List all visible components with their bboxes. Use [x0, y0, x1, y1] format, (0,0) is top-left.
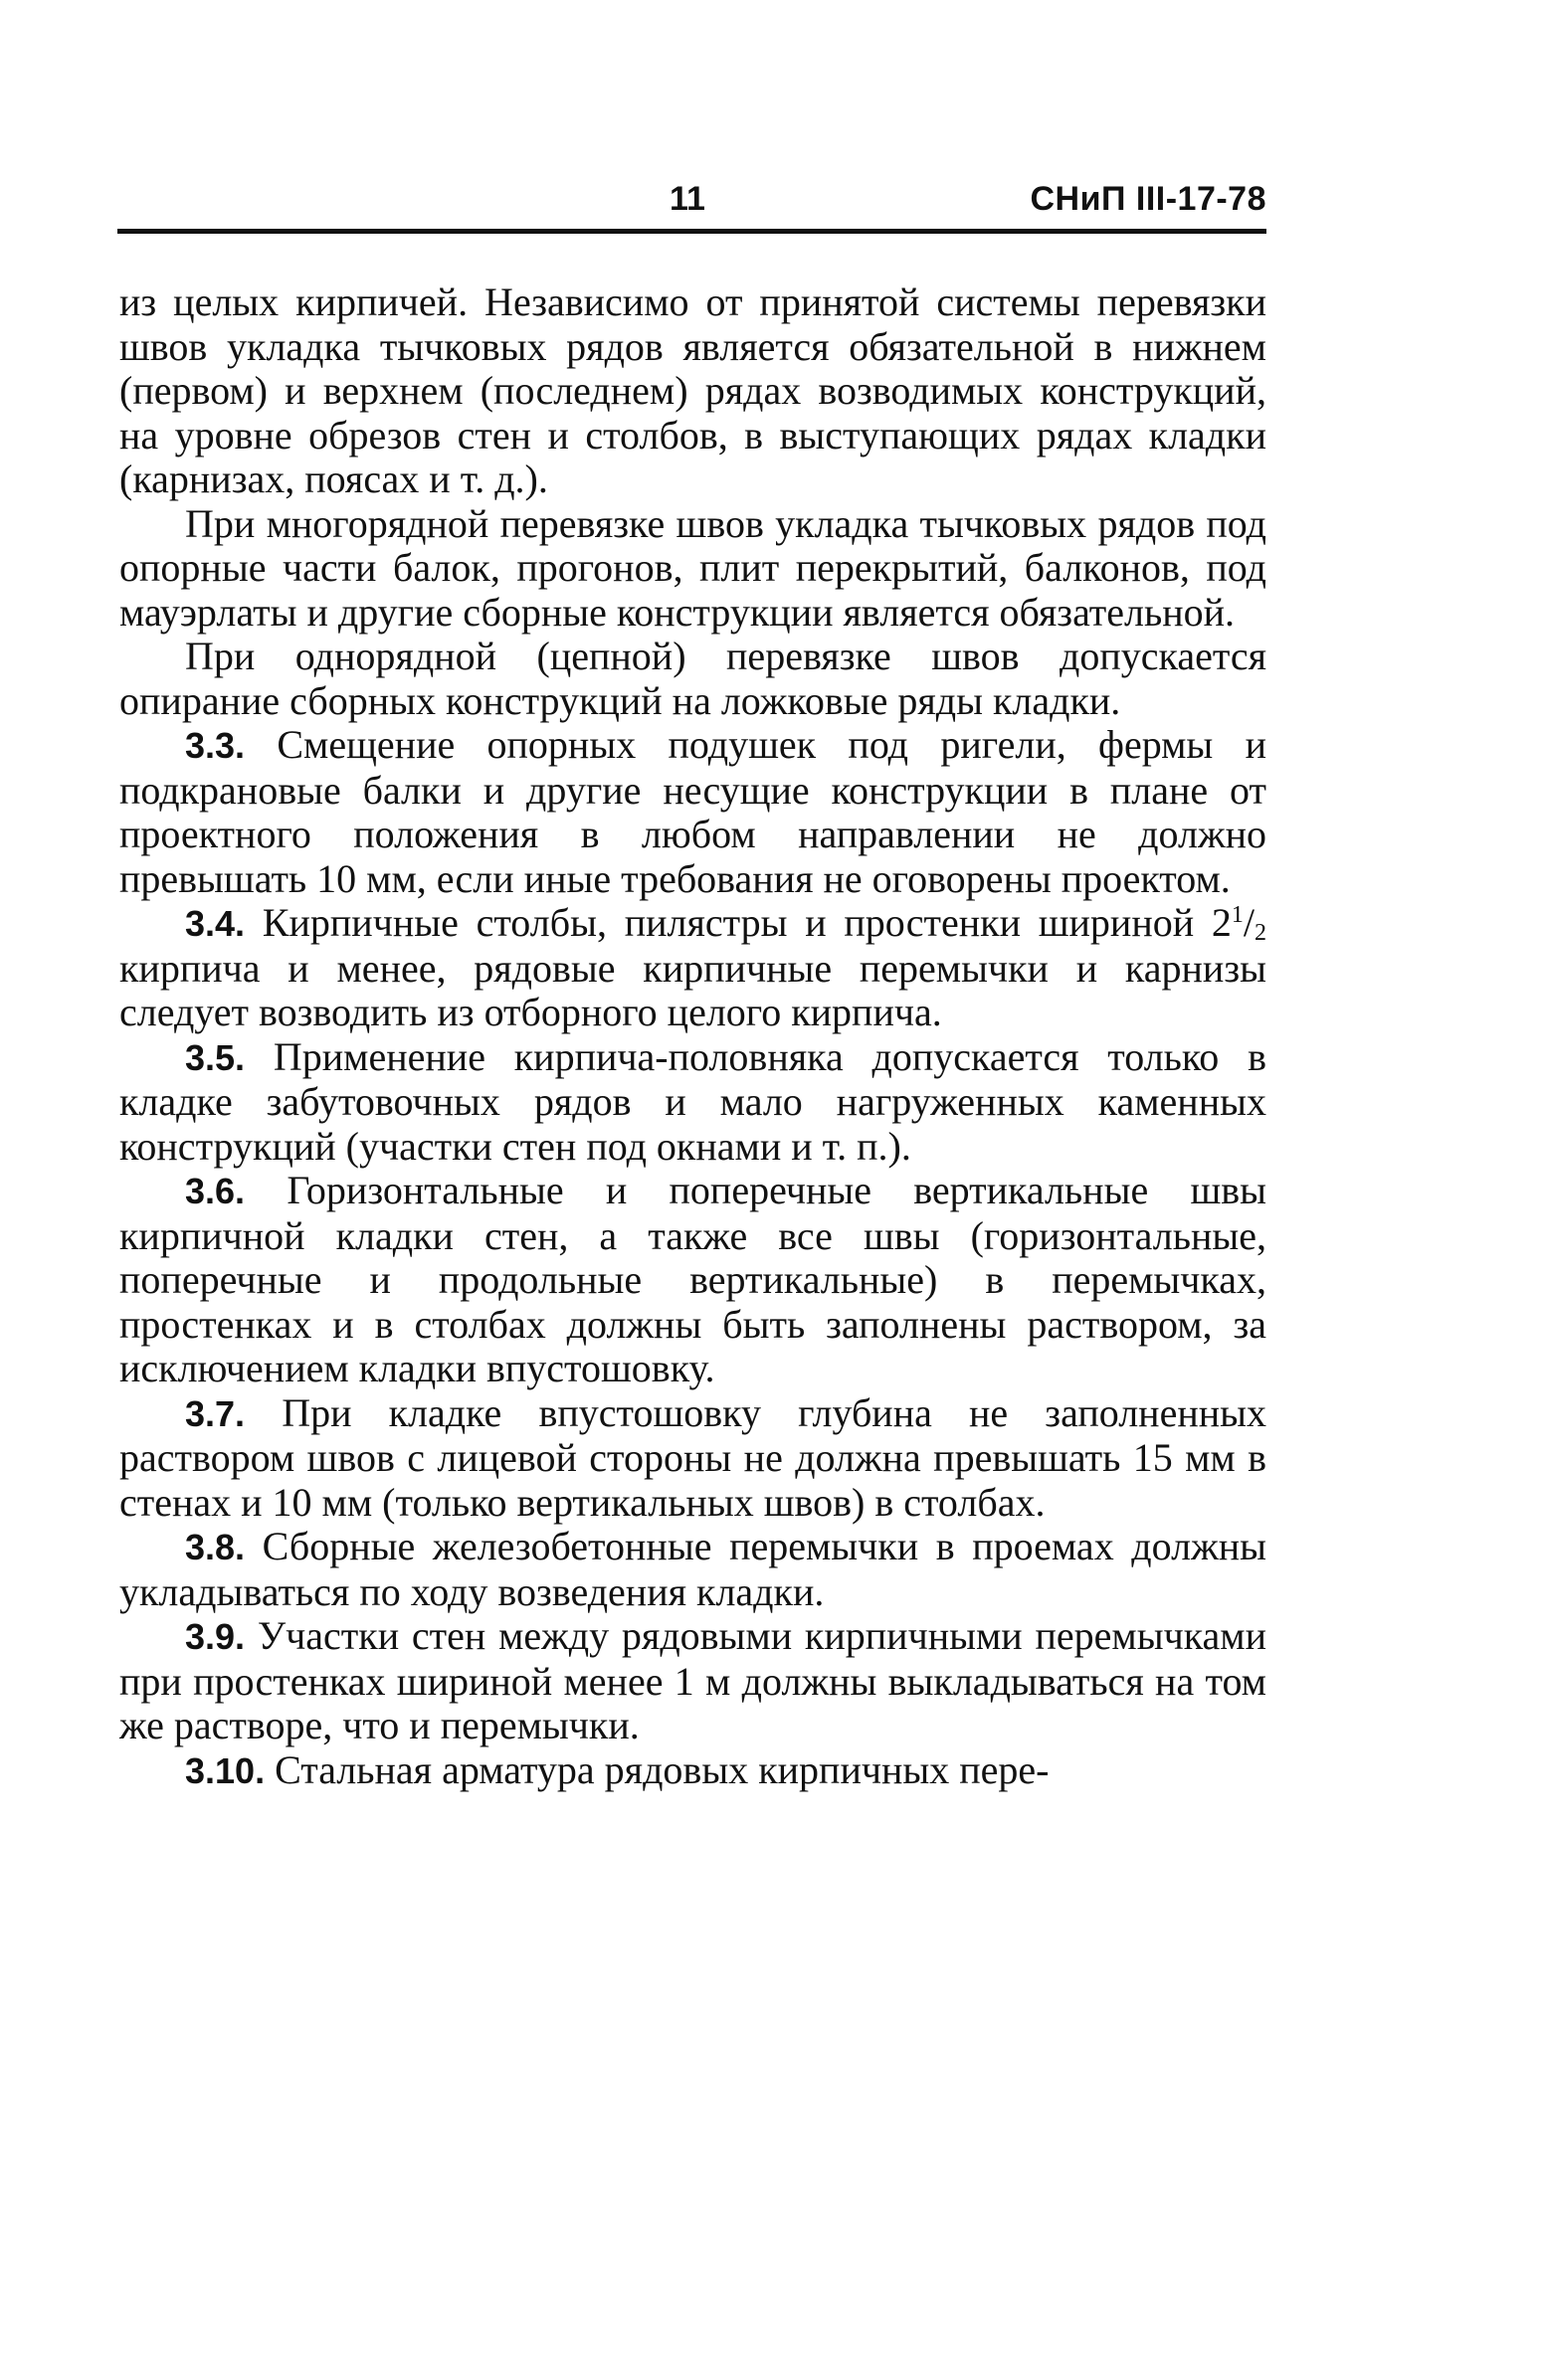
clause-number: 3.9. [185, 1616, 246, 1657]
clause-number: 3.10. [185, 1749, 266, 1791]
clause-3-8 [119, 1525, 1266, 1614]
clause-3-5 [119, 1035, 1266, 1170]
fraction: $^1/_2$ [1231, 900, 1267, 946]
clause-3-4 [119, 901, 1266, 1035]
fraction-numerator: 1 [1231, 902, 1244, 928]
clause-text: При кладке впустошовку глубина не заполненных раствором швов с лицевой стороны не должна превышать 15 мм в стенах и 10 мм (только вертикальных швов) в столбах. [119, 1389, 1267, 1525]
document-code: СНиП III-17-78 [1030, 180, 1266, 218]
fraction-denominator: 2 [1255, 920, 1267, 946]
clause-number: 3.6. [185, 1171, 246, 1211]
clause-number: 3.7. [185, 1392, 246, 1434]
clause-3-3 [119, 723, 1266, 901]
paragraph-continuation: из целых кирпичей. Независимо от принятой системы перевязки швов укладка тычковых рядов является обязательной в нижнем (первом) и верхнем (последнем) рядах возводимых конструкций, на уровне обрезов стен и столбов, в выступающих рядах кладки (карнизах, поясах и т. д.). [119, 279, 1266, 501]
clause-text-continued: кирпича и менее, рядовые кирпичные перемычки и карнизы следует возводить из отборного целого кирпича. [119, 945, 1266, 1034]
clause-3-6 [119, 1169, 1266, 1391]
document-body [119, 280, 1266, 1793]
clause-3-9 [119, 1614, 1266, 1748]
page-header [117, 177, 1266, 227]
clause-text: Применение кирпича-половняка допускается только в кладке забутовочных рядов и мало нагруженных каменных конструкций (участки стен под окнами и т. п.). [119, 1033, 1267, 1169]
paragraph-single-row-bonding: При однорядной (цепной) перевязке швов допускается опирание сборных конструкций на ложковые ряды кладки. [119, 634, 1266, 723]
clause-text: Смещение опорных подушек под ригели, фермы и подкрановые балки и другие несущие конструкции в плане от проектного положения в любом направлении не должно превышать 10 мм, если иные требования не оговорены проектом. [119, 722, 1267, 901]
clause-3-10 [119, 1748, 1266, 1794]
page-number: 11 [670, 180, 705, 218]
clause-text: Кирпичные столбы, пилястры и простенки шириной 2 [262, 900, 1232, 945]
clause-text: Горизонтальные и поперечные вертикальные швы кирпичной кладки стен, а также все швы (горизонтальные, поперечные и продольные вертикальные) в перемычках, простенках и в столбах должны быть заполнены раствором, за исключением кладки впустошовку. [119, 1168, 1267, 1390]
clause-3-7 [119, 1391, 1266, 1526]
paragraph-multirow-bonding: При многорядной перевязке швов укладка тычковых рядов под опорные части балок, прогонов, плит перекрытий, балконов, под мауэрлаты и другие сборные конструкции является обязательной. [119, 500, 1266, 635]
clause-text: Участки стен между рядовыми кирпичными перемычками при простенках шириной менее 1 м должны выкладываться на том же растворе, что и перемычки. [119, 1613, 1267, 1747]
clause-number: 3.5. [185, 1036, 246, 1078]
clause-text: Стальная арматура рядовых кирпичных пере- [275, 1746, 1050, 1792]
clause-number: 3.3. [185, 725, 246, 766]
clause-number: 3.4. [185, 903, 246, 944]
clause-text: Сборные железобетонные перемычки в проемах должны укладываться по ходу возведения кладки. [119, 1524, 1267, 1614]
clause-number: 3.8. [185, 1527, 246, 1567]
header-divider [117, 229, 1266, 234]
